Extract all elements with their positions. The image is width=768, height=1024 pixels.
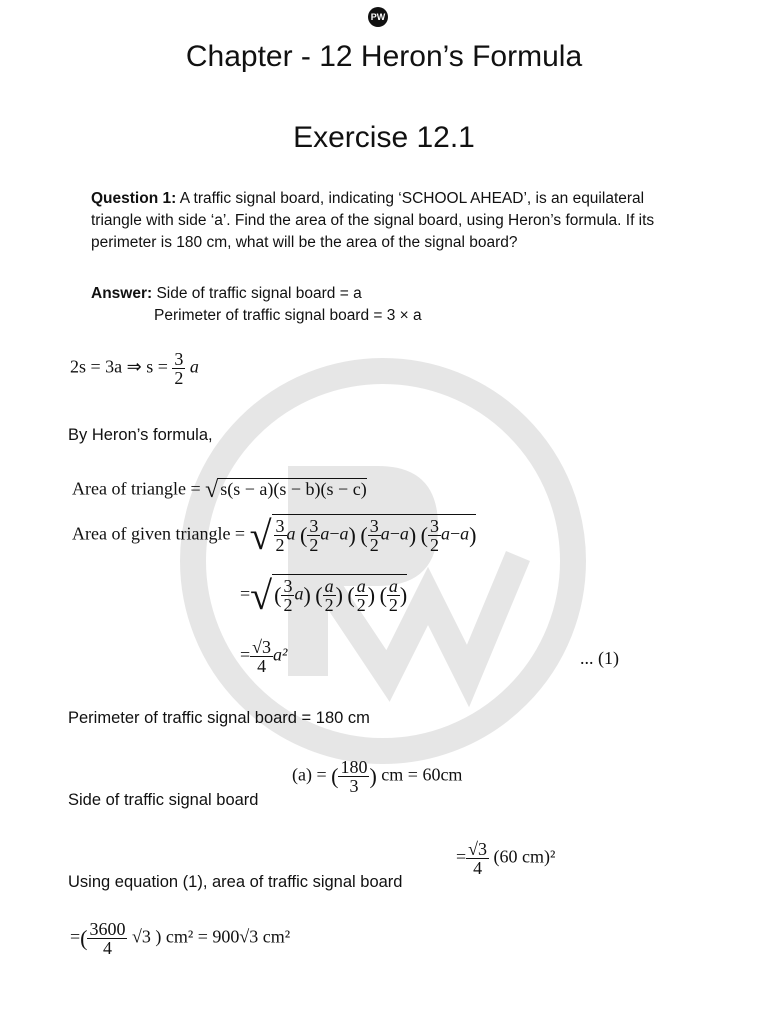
answer-line-1: Side of traffic signal board = a <box>156 285 362 302</box>
simplified-area-equation: =√( $\frac{3}{2}$ a) ( $\frac{a}{2}$ ) ( $\frac{a}{2}$ ) ( $\frac{a}{2}$ ) <box>240 573 408 618</box>
answer-label: Answer: <box>91 285 153 302</box>
question-text: A traffic signal board, indicating ‘SCHOOL AHEAD’, is an equilateral triangle with side ‘a’. Find the area of the signal board, using Heron’s formula. If its perimeter is 180 cm, what will be the area of the signal board? <box>91 190 655 251</box>
brand-logo: PW <box>368 7 388 27</box>
side-equation: (a) = ( $\frac{180}{3}$ ) cm = 60cm <box>292 757 463 796</box>
chapter-title: Chapter - 12 Heron’s Formula <box>185 40 583 73</box>
exercise-title: Exercise 12.1 <box>293 121 475 154</box>
equation-tag: ... (1) <box>580 648 619 668</box>
watermark-logo <box>178 356 588 766</box>
using-equation-label: Using equation (1), area of traffic signal board <box>68 873 403 891</box>
perimeter-statement: Perimeter of traffic signal board = 180 cm <box>68 709 370 727</box>
question-label: Question 1: <box>91 190 177 207</box>
using-equation-rhs: = $\frac{√3}{4}$ (60 cm)² <box>456 839 556 878</box>
answer-block <box>91 283 691 305</box>
area-formula: Area of triangle = √ s(s − a)(s − b)(s − c) <box>72 477 367 503</box>
area-result-equation: = $\frac{√3}{4}$ a² <box>240 637 288 676</box>
given-area-equation: Area of given triangle = √ $\frac{3}{2}$ a ( $\frac{3}{2}$ a−a) ( $\frac{3}{2}$ a−a) ( $\frac{3}{2}$ a−a) <box>72 513 477 558</box>
answer-line-2: Perimeter of traffic signal board = 3 × a <box>154 307 422 324</box>
question-block <box>91 188 691 254</box>
semi-perimeter-equation: 2s = 3a ⇒ s = $\frac{3}{2}$ a <box>70 349 199 388</box>
final-area-equation: =( $\frac{3600}{4}$ √3 ) cm² = 900√3 cm² <box>70 919 291 958</box>
side-label: Side of traffic signal board <box>68 791 259 809</box>
herons-intro: By Heron’s formula, <box>68 426 213 444</box>
